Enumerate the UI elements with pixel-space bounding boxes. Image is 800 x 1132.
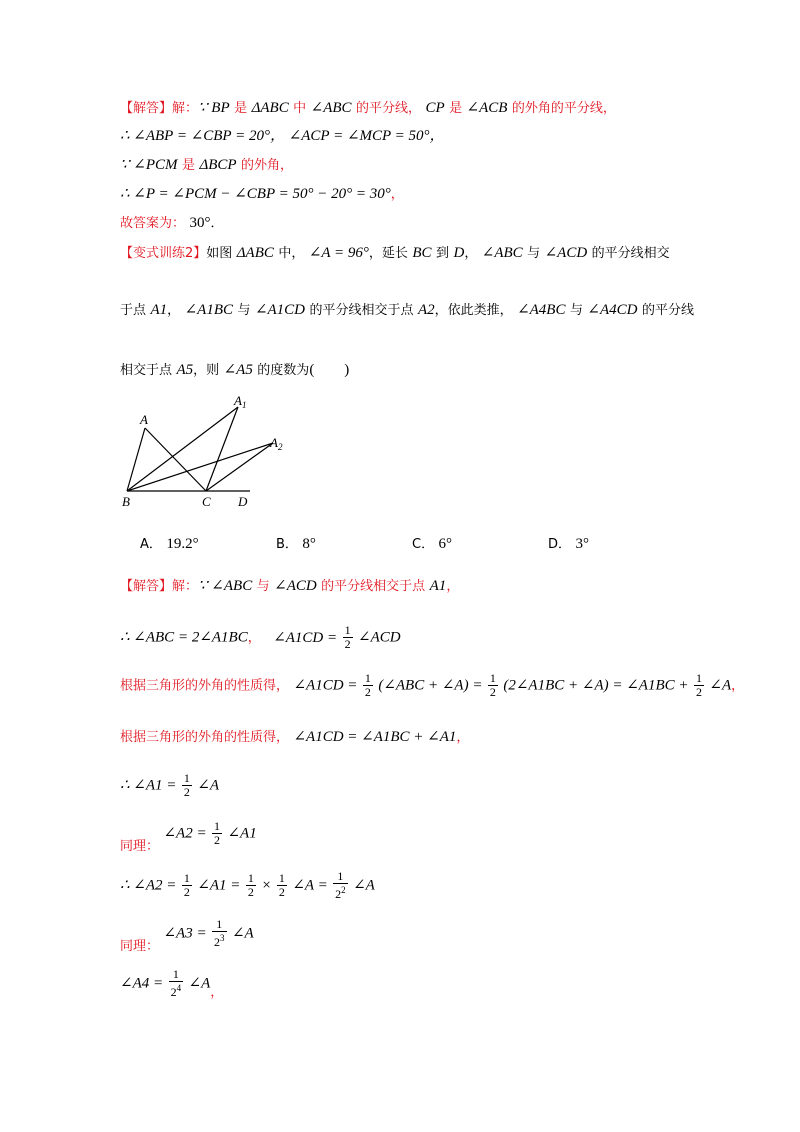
solution2-line2: ∴ ∠ABC = 2∠A1BC， ∠A1CD = $\frac{1}{2}$ ∠ACD <box>120 623 401 651</box>
solution2-line4: 根据三角形的外角的性质得， ∠A1CD = ∠A1BC + ∠A1， <box>120 729 470 745</box>
line-ba2 <box>127 443 273 491</box>
solution1-line2: ∴ ∠ABP = ∠CBP = 20°， ∠ACP = ∠MCP = 50°， <box>120 128 445 144</box>
option-c[interactable]: C． 6° <box>412 536 453 552</box>
label-a1: $A_1$ <box>234 393 247 410</box>
label-b: B <box>122 494 130 509</box>
variant-line3: 相交于点 A5，则 ∠A5 的度数为( ) <box>120 362 350 378</box>
solution2-line6: 同理： ∠A2 = $\frac{1}{2}$ ∠A1 <box>120 819 257 854</box>
label-d: D <box>238 494 248 509</box>
label-a2: $A_2$ <box>270 435 283 452</box>
answer-tag-2: 【解答】解： <box>120 579 199 594</box>
option-d[interactable]: D． 3° <box>548 536 589 552</box>
fraction-half: $\frac{1}{2}$ <box>344 623 351 651</box>
solution2-line7: ∴ ∠A2 = $\frac{1}{2}$ ∠A1 = $\frac{1}{2}$ × $\frac{1}{2}$ ∠A = $\frac{1}{2^2}$ ∠A <box>120 869 375 901</box>
answer-tag: 【解答】解： <box>120 101 199 116</box>
variant-line1: 【变式训练2】如图 ΔABC 中， ∠A = 96°，延长 BC 到 D， ∠ABC 与 ∠ACD 的平分线相交 <box>120 245 670 261</box>
variant-tag: 【变式训练2】 <box>120 246 207 261</box>
line-a2c <box>206 443 273 491</box>
line-ba <box>127 428 145 491</box>
solution2-line9: ∠A4 = $\frac{1}{2^4}$ ∠A， <box>120 967 224 1000</box>
option-a[interactable]: A． 19.2° <box>140 536 199 552</box>
label-a: A <box>140 412 148 427</box>
triangle-figure <box>110 390 310 515</box>
solution1-line5: 故答案为： 30°． <box>120 215 224 231</box>
solution1-line4: ∴ ∠P = ∠PCM − ∠CBP = 50° − 20° = 30°， <box>120 186 404 202</box>
solution2-line5: ∴ ∠A1 = $\frac{1}{2}$ ∠A <box>120 771 220 799</box>
solution2-line8: 同理： ∠A3 = $\frac{1}{2^3}$ ∠A <box>120 917 254 954</box>
label-c: C <box>202 494 211 509</box>
solution2-line3: 根据三角形的外角的性质得， ∠A1CD = $\frac{1}{2}$ (∠ABC + ∠A) = $\frac{1}{2}$ (2∠A1BC + ∠A) = ∠A1BC + $\frac{1}{2}$ ∠A， <box>120 671 745 699</box>
variant-line2: 于点 A1， ∠A1BC 与 ∠A1CD 的平分线相交于点 A2，依此类推， ∠A4BC 与 ∠A4CD 的平分线 <box>120 302 694 318</box>
option-b[interactable]: B． 8° <box>276 536 316 552</box>
solution1-line3: ∵ ∠PCM 是 ΔBCP 的外角， <box>120 157 294 173</box>
solution1-line1: 【解答】解：∵ BP 是 ΔABC 中 ∠ABC 的平分线， CP 是 ∠ACB 的外角的平分线， <box>120 100 616 116</box>
solution2-line1: 【解答】解：∵ ∠ABC 与 ∠ACD 的平分线相交于点 A1， <box>120 578 460 594</box>
